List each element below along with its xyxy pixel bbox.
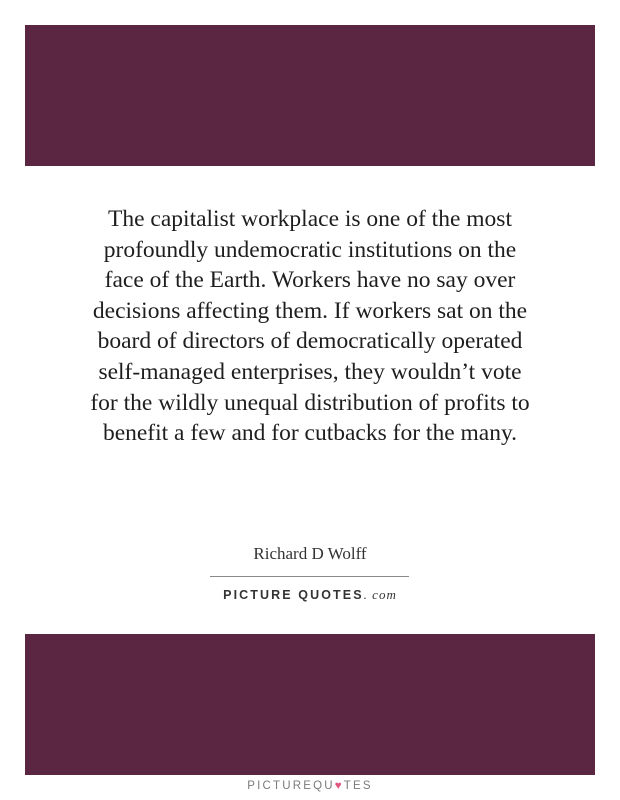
brand-suffix: . com: [363, 587, 397, 602]
quote-text: [40, 204, 580, 449]
quote-line: for the wildly unequal distribution of profits to: [90, 389, 530, 416]
watermark: [0, 780, 620, 792]
quote-line: self-managed enterprises, they wouldn’t vote: [98, 358, 522, 385]
bottom-color-band: [25, 634, 595, 775]
quote-author: Richard D Wolff: [253, 544, 367, 563]
quote-line: benefit a few and for cutbacks for the many.: [102, 420, 518, 447]
quote-line: board of directors of democratically operated: [97, 328, 523, 355]
watermark-text-start: PICTUREQU: [247, 780, 335, 792]
heart-icon: ♥: [334, 780, 344, 792]
quote-line: decisions affecting them. If workers sat on the: [92, 297, 528, 324]
author-divider: [210, 576, 409, 577]
quote-line: The capitalist workplace is one of the most: [108, 206, 512, 232]
brand-logo: [0, 587, 620, 603]
quote-line: face of the Earth. Workers have no say over: [104, 267, 516, 294]
quote-line: profoundly undemocratic institutions on the: [103, 236, 517, 263]
brand-name: PICTURE QUOTES: [223, 588, 364, 602]
top-color-band: [25, 25, 595, 166]
watermark-text-end: TES: [343, 780, 373, 792]
